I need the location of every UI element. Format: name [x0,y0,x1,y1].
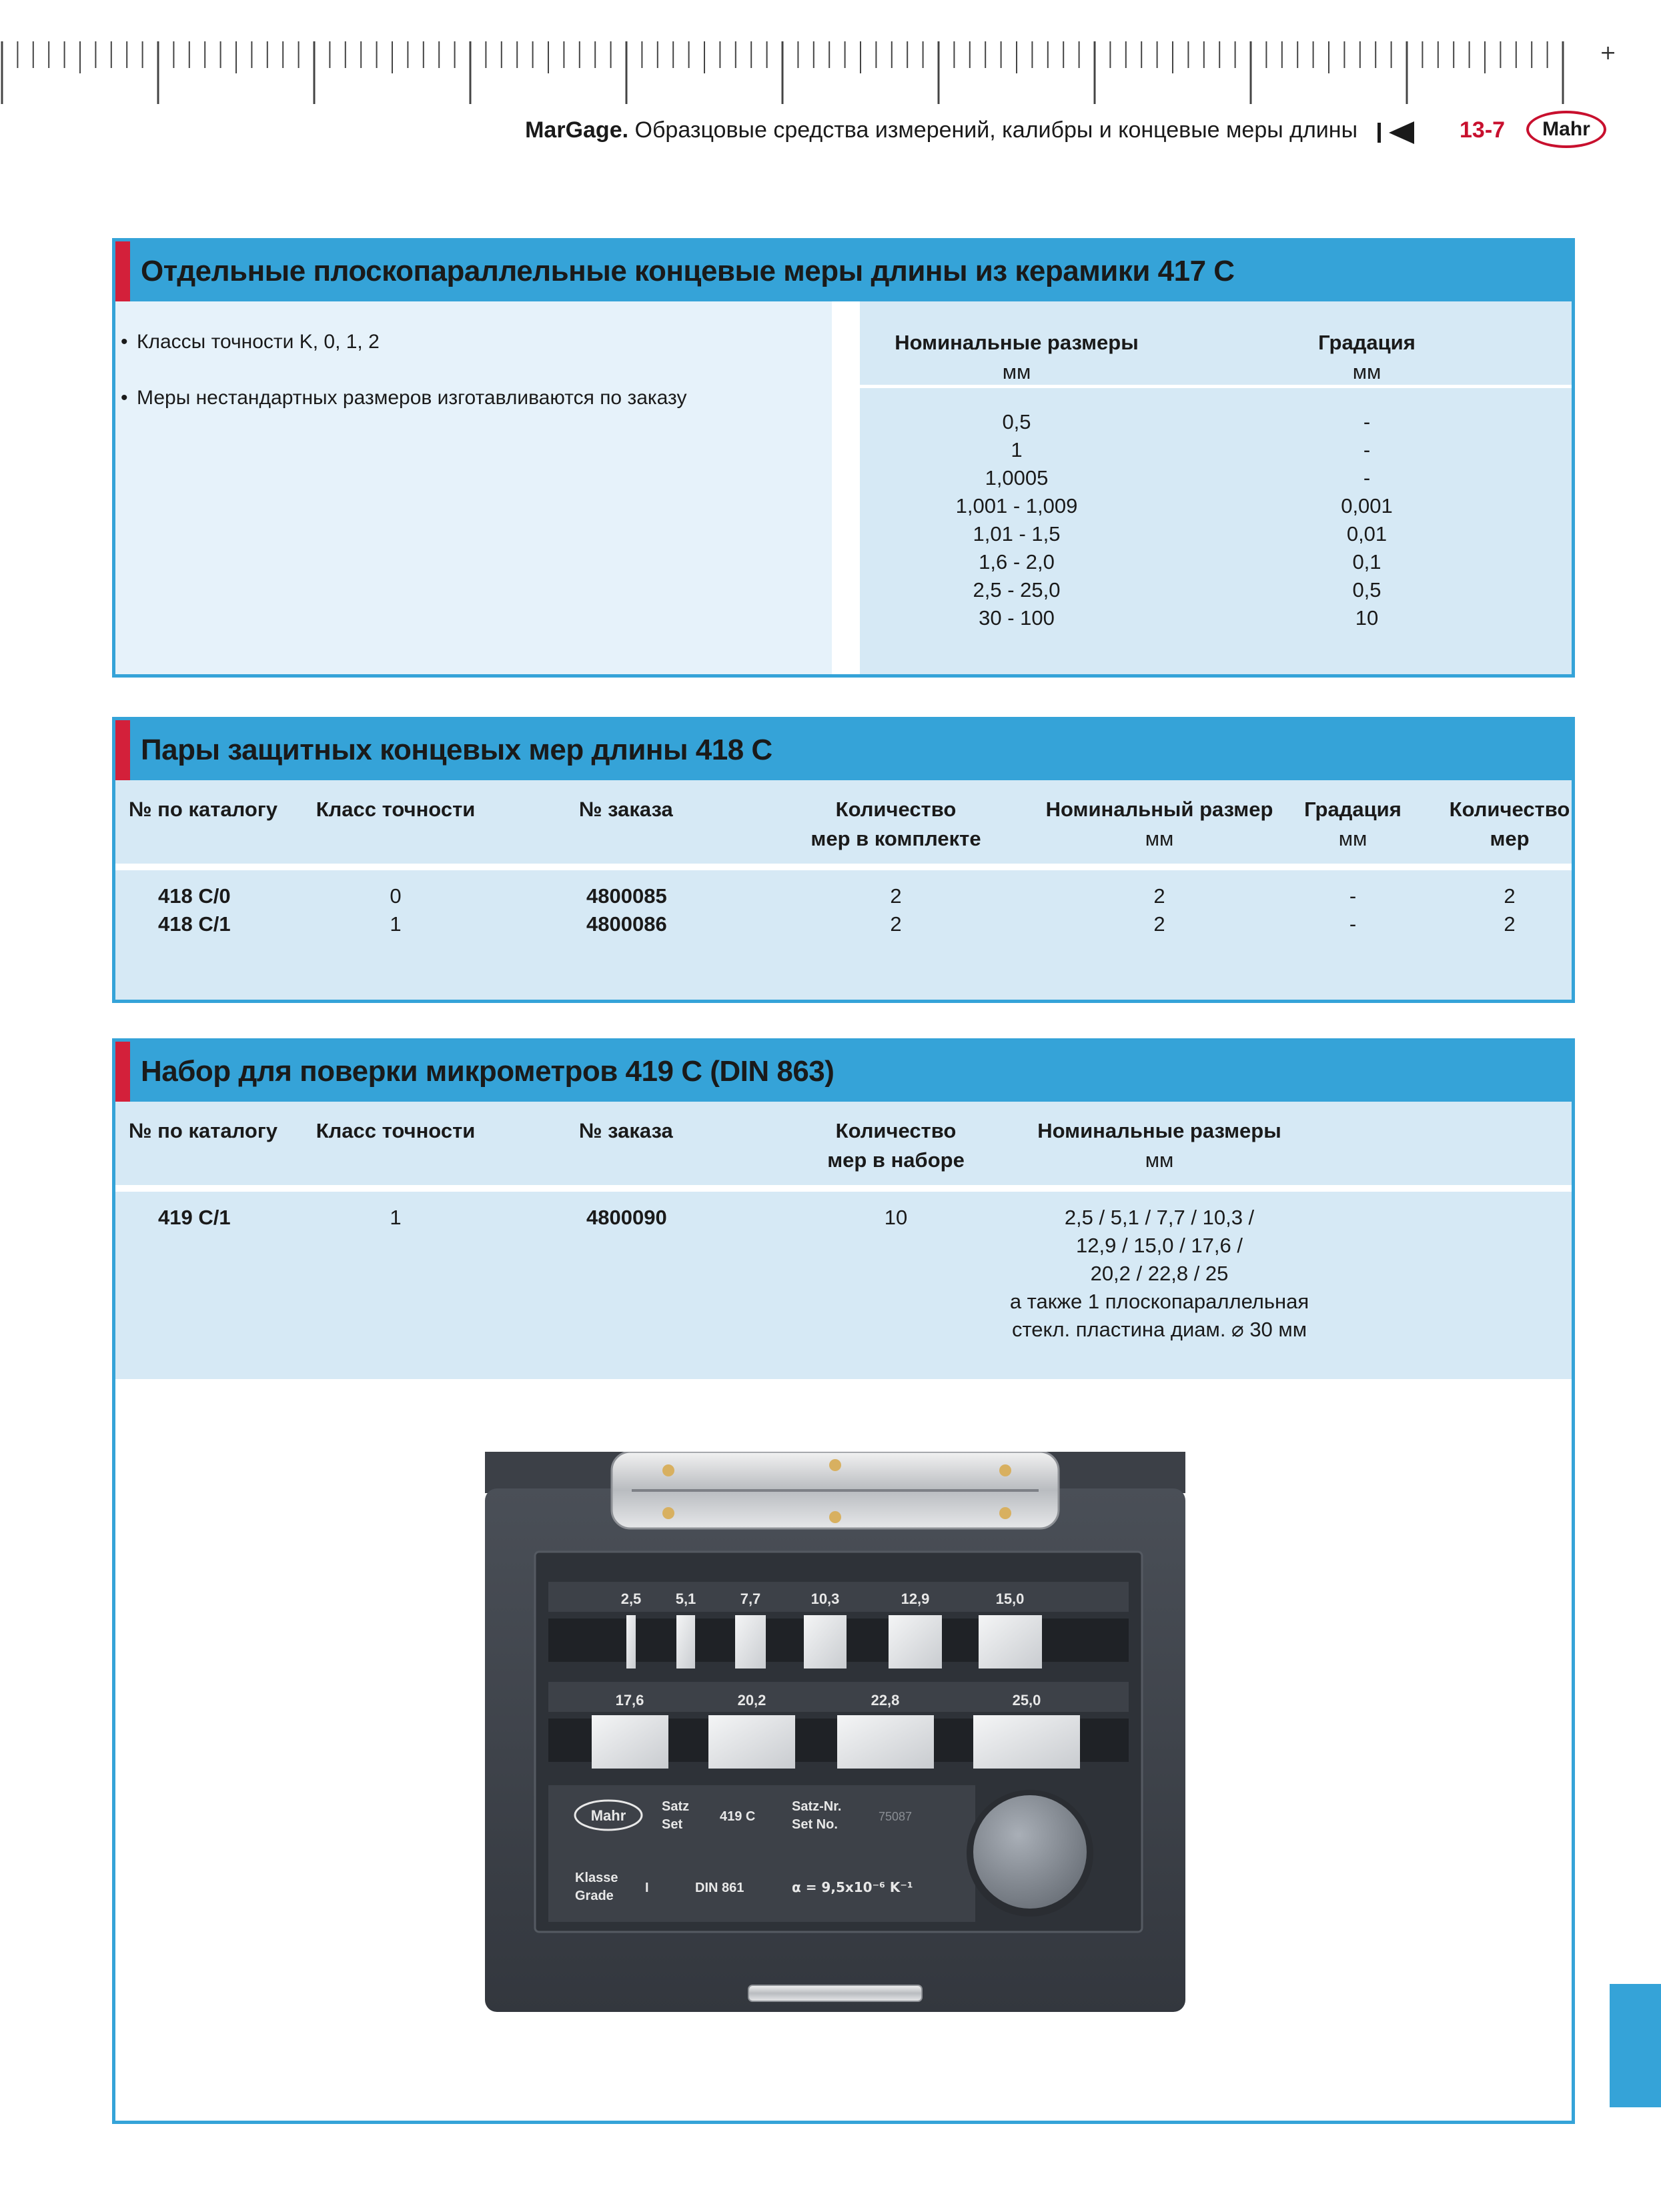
col-title: Номинальный размер [1045,798,1273,821]
table-cell: 0,01 [1346,522,1388,545]
plate-text: α = 9,5x10⁻⁶ K⁻¹ [792,1879,913,1895]
gauge-block [889,1615,942,1669]
cell-class: 1 [390,1206,402,1229]
cell-order: 4800085 [586,884,667,908]
block-label: 2,5 [620,1590,642,1607]
header-brand: MarGage. [525,117,629,143]
table-cell: 0,5 [1352,578,1381,602]
col-title: мер в наборе [827,1148,965,1172]
cell-order: 4800086 [586,912,667,936]
case-clasp [748,1985,922,2001]
table-cell: 10 [1355,606,1379,630]
cell-gradation: - [1349,912,1357,936]
bullet-text: Классы точности K, 0, 1, 2 [137,331,380,353]
table-header [115,780,1572,867]
gauge-set-case-illustration [485,1452,1185,2012]
table-header [860,301,1572,388]
col-title: мер в комплекте [810,827,981,850]
cell-quantity: 10 [884,1206,908,1229]
nav-bar-icon [1377,123,1381,143]
plate-text: Set [662,1817,683,1832]
table-header [115,1102,1572,1188]
block-label: 12,9 [901,1590,930,1607]
col-title: Количество [1449,798,1570,821]
col-nominal-size [1029,795,1289,854]
header-subtitle: Образцовые средства измерений, калибры и концевые меры длины [634,117,1357,143]
table-cell: 2,5 - 25,0 [973,578,1061,602]
plate-text: Satz-Nr. [792,1799,842,1814]
page-number: 13-7 [1460,117,1506,143]
screw-icon [829,1459,841,1471]
plate-text: DIN 861 [695,1881,744,1895]
table-cell: 1,0005 [985,466,1049,489]
cell-nominal: 2 [1153,884,1165,908]
sizes-table [860,301,1572,674]
col-unit: мм [1338,827,1367,850]
cell-quantity: 2 [890,912,902,936]
chapter-tab[interactable] [1610,1984,1661,2107]
col-gradation [1267,328,1467,387]
plate-text: Set No. [792,1817,838,1832]
section-ceramic-gauge-blocks [112,238,1575,678]
nominal-line: 12,9 / 15,0 / 17,6 / [1076,1234,1243,1257]
cell-catalog: 419 C/1 [158,1206,231,1229]
nav-back-arrow-icon[interactable] [1389,121,1414,144]
col-nominal-sizes [1029,1116,1289,1175]
gauge-block [735,1615,766,1669]
plate-text: 419 C [720,1809,756,1824]
col-title: Градация [1304,798,1402,821]
cell-class: 0 [390,884,402,908]
gauge-block [592,1715,668,1769]
plate-text: I [645,1881,649,1895]
cell-order: 4800090 [586,1206,667,1229]
col-class: Класс точности [316,1119,476,1142]
ruler-ticks [0,39,1578,105]
gauge-block [979,1615,1042,1669]
cell-catalog: 418 C/0 [158,884,231,908]
gauge-block [837,1715,934,1769]
block-label: 5,1 [675,1590,696,1607]
table-cell: 1,001 - 1,009 [955,494,1078,517]
page-header [0,115,1661,155]
block-label: 15,0 [995,1590,1025,1607]
gauge-block [676,1615,695,1669]
nominal-sizes-list [873,408,1160,632]
col-unit: мм [1352,360,1381,383]
col-title: Номинальные размеры [895,331,1139,354]
bullet-icon: • [121,331,128,353]
section-protective-pairs [112,717,1575,1003]
header-title [525,117,1357,143]
col-order: № заказа [579,798,673,821]
table-cell: 0,5 [1002,410,1031,433]
block-label: 17,6 [615,1692,644,1709]
gauge-block [804,1615,847,1669]
nominal-line: а также 1 плоскопараллельная [1009,1290,1309,1313]
cell-quantity: 2 [890,884,902,908]
table-cell: - [1363,438,1371,461]
table-body [115,1192,1572,1379]
block-label: 25,0 [1012,1692,1041,1709]
plate-logo: Mahr [590,1807,626,1824]
col-title: Количество [835,1119,957,1142]
screw-icon [829,1511,841,1523]
optical-flat-disc [973,1795,1087,1909]
col-unit: мм [1002,360,1031,383]
block-label: 20,2 [737,1692,766,1709]
table-cell: 1,6 - 2,0 [979,550,1055,574]
mahr-logo [1526,111,1606,148]
section-title: Отдельные плоскопараллельные концевые меры длины из керамики 417 C [115,241,1572,301]
table-cell: 1,01 - 1,5 [973,522,1061,545]
col-quantity [789,1116,1003,1175]
plate-text: Grade [575,1889,614,1903]
screw-icon [662,1507,674,1519]
cell-count: 2 [1504,912,1516,936]
col-nominal-sizes [873,328,1160,387]
col-title: Номинальные размеры [1037,1119,1281,1142]
plate-serial: 75087 [879,1810,913,1823]
feature-bullet [121,328,832,356]
table-cell: 0,1 [1352,550,1381,574]
nominal-line: 20,2 / 22,8 / 25 [1090,1262,1229,1285]
col-catalog: № по каталогу [129,1119,278,1142]
gauge-block [626,1615,636,1669]
col-title: Градация [1318,331,1416,354]
nominal-line: стекл. пластина диам. ⌀ 30 мм [1011,1318,1307,1341]
product-photo [485,1452,1185,2012]
gradation-list [1267,408,1467,632]
col-order: № заказа [579,1119,673,1142]
table-body [115,870,1572,1000]
col-title: мер [1490,827,1530,850]
cell-class: 1 [390,912,402,936]
logo-text: Mahr [1542,118,1590,140]
cell-nominal: 2 [1153,912,1165,936]
ruler-decoration [0,39,1578,105]
table-cell: 0,001 [1341,494,1393,517]
col-quantity [789,795,1003,854]
screw-icon [662,1464,674,1476]
col-count [1443,795,1576,854]
col-catalog: № по каталогу [129,798,278,821]
col-title: Количество [835,798,957,821]
table-cell: - [1363,410,1371,433]
cell-count: 2 [1504,884,1516,908]
col-gradation [1279,795,1426,854]
col-unit: мм [1145,1148,1174,1172]
table-cell: 1 [1011,438,1023,461]
col-class: Класс точности [316,798,476,821]
section-title: Пары защитных концевых мер длины 418 C [115,720,1572,780]
plate-text: Klasse [575,1871,618,1885]
plate-text: Satz [662,1799,690,1814]
cell-nominal-sizes [996,1204,1323,1344]
col-unit: мм [1145,827,1174,850]
gauge-block [973,1715,1080,1769]
feature-list [115,301,832,674]
block-label: 10,3 [810,1590,840,1607]
crop-mark-plus: + [1600,41,1617,65]
screw-icon [999,1507,1011,1519]
cell-gradation: - [1349,884,1357,908]
bullet-icon: • [121,387,128,409]
nominal-line: 2,5 / 5,1 / 7,7 / 10,3 / [1064,1206,1255,1229]
section-title: Набор для поверки микрометров 419 C (DIN 863) [115,1042,1572,1102]
table-cell: - [1363,466,1371,489]
cell-catalog: 418 C/1 [158,912,231,936]
screw-icon [999,1464,1011,1476]
block-label: 7,7 [740,1590,761,1607]
table-cell: 30 - 100 [979,606,1055,630]
bullet-text: Меры нестандартных размеров изготавливаются по заказу [137,387,687,409]
gauge-block [708,1715,795,1769]
block-label: 22,8 [871,1692,900,1709]
feature-bullet [121,384,832,412]
